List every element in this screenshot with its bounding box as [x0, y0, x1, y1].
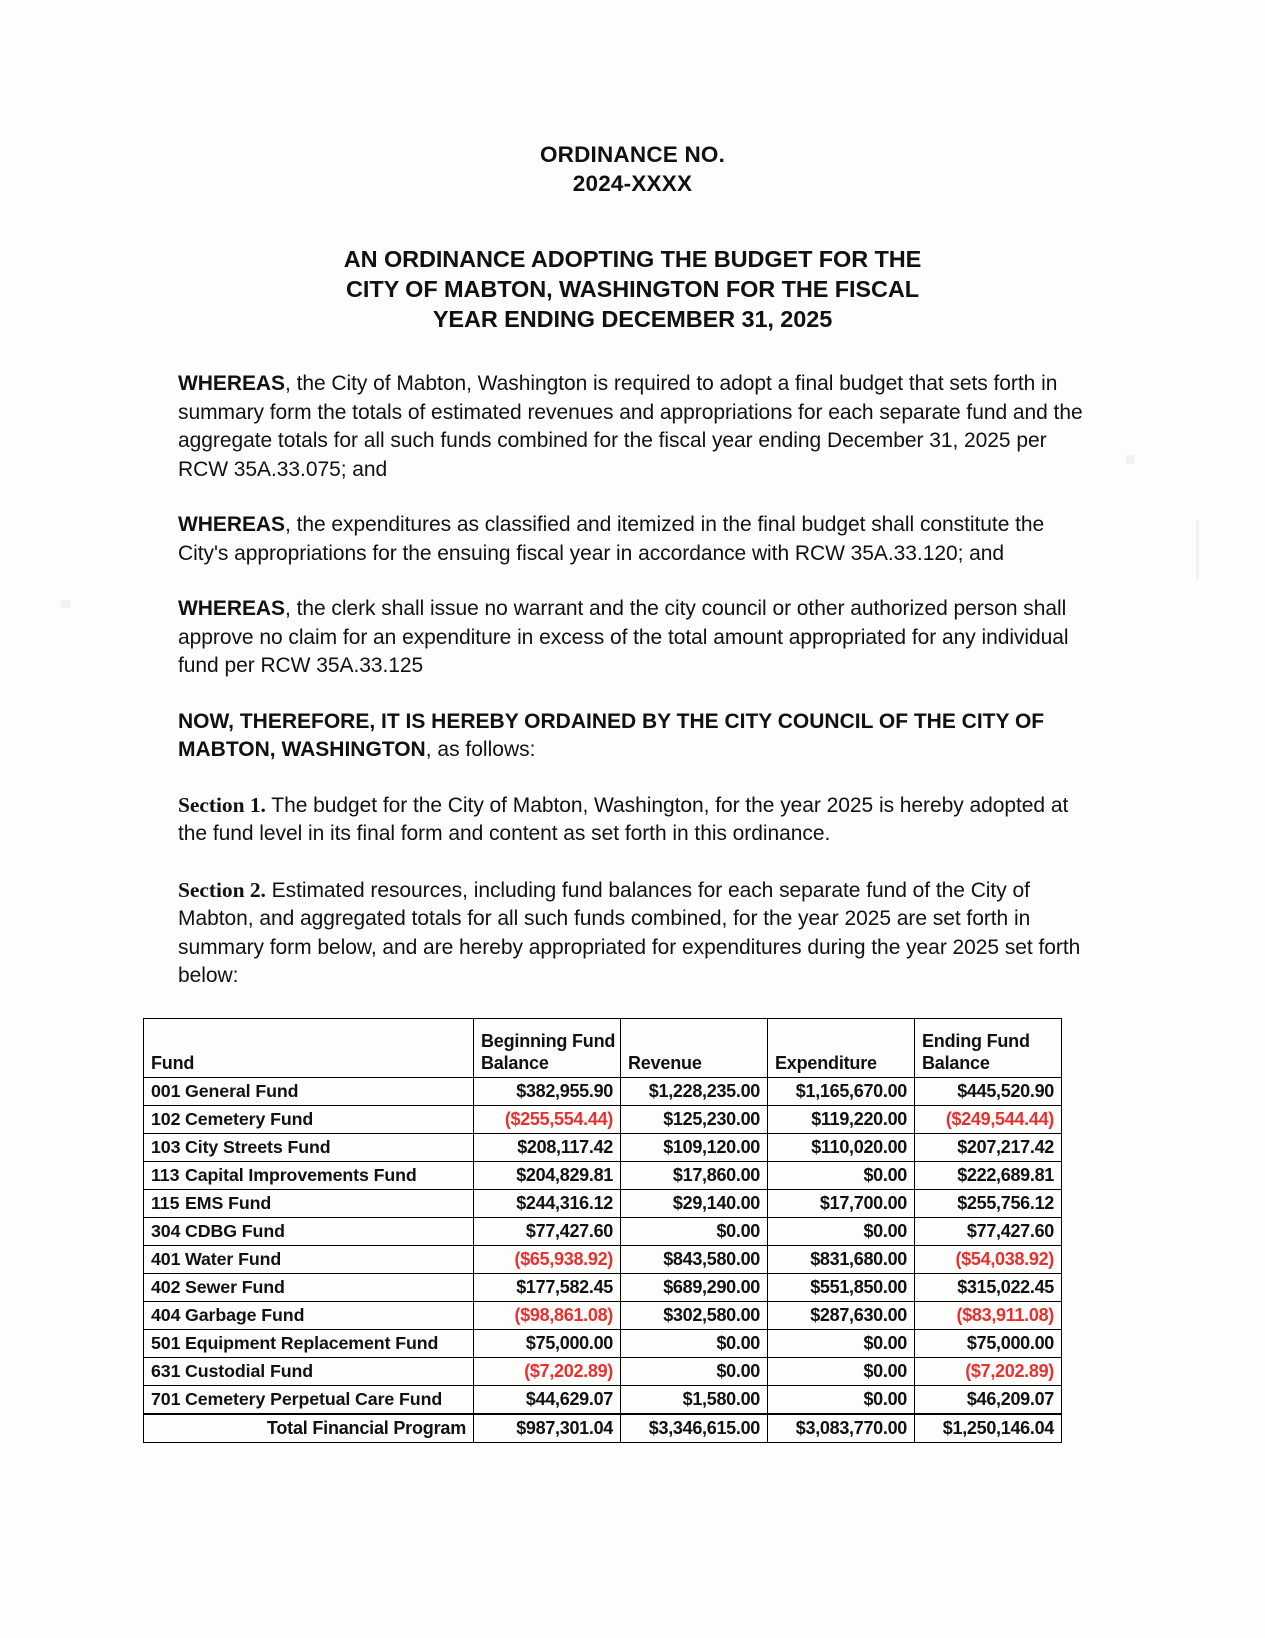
ending-balance-cell: ($7,202.89) [915, 1357, 1062, 1385]
column-header-revenue-bottom: Revenue [628, 1052, 702, 1073]
fund-name-cell [144, 1273, 474, 1301]
column-header-beginning-balance [474, 1018, 621, 1077]
fund-id: 501 [151, 1332, 181, 1353]
revenue-cell: $0.00 [621, 1357, 768, 1385]
expenditure-cell: $17,700.00 [768, 1189, 915, 1217]
beginning-balance-cell: $75,000.00 [474, 1329, 621, 1357]
expenditure-cell: $287,630.00 [768, 1301, 915, 1329]
ordinance-label: ORDINANCE NO. [539, 142, 726, 167]
recital-text-3: , the clerk shall issue no warrant and the city council or other authorized person shall approve no claim for an expenditure in excess of the total amount appropriated for any individual fund per RCW 35A.33.125 [178, 597, 1069, 677]
beginning-balance-cell: $244,316.12 [474, 1189, 621, 1217]
expenditure-cell: $119,220.00 [768, 1105, 915, 1133]
fund-name-cell [144, 1217, 474, 1245]
fund-label: Water Fund [185, 1248, 282, 1269]
table-row [144, 1077, 1062, 1105]
table-row [144, 1133, 1062, 1161]
fund-id: 404 [151, 1304, 181, 1325]
fund-name-cell [144, 1133, 474, 1161]
document-title-line-2: CITY OF MABTON, WASHINGTON FOR THE FISCAL [346, 276, 919, 302]
revenue-cell: $0.00 [621, 1217, 768, 1245]
enacting-clause-tail: , as follows: [425, 737, 536, 761]
document-title [0, 244, 1265, 334]
recital-lead-1: WHEREAS [178, 372, 285, 395]
expenditure-cell: $110,020.00 [768, 1133, 915, 1161]
fund-label: Equipment Replacement Fund [185, 1332, 439, 1353]
fund-id: 631 [151, 1360, 181, 1381]
recital-paragraph-3 [178, 595, 1085, 681]
table-row [144, 1189, 1062, 1217]
section-1-label: Section 1. [178, 792, 266, 817]
beginning-balance-cell: ($98,861.08) [474, 1301, 621, 1329]
column-header-beginning-top: Beginning Fund [481, 1030, 616, 1051]
ending-balance-cell: $207,217.42 [915, 1133, 1062, 1161]
table-row [144, 1105, 1062, 1133]
section-2-label: Section 2. [178, 877, 266, 902]
fund-label: CDBG Fund [185, 1220, 285, 1241]
beginning-balance-cell: $208,117.42 [474, 1133, 621, 1161]
budget-table [143, 1018, 1062, 1443]
column-header-ending-top: Ending Fund [922, 1030, 1030, 1051]
beginning-balance-cell: ($255,554.44) [474, 1105, 621, 1133]
fund-name-cell [144, 1077, 474, 1105]
fund-id: 402 [151, 1276, 181, 1297]
fund-name-cell [144, 1189, 474, 1217]
budget-table-foot [144, 1414, 1062, 1443]
beginning-balance-cell: ($7,202.89) [474, 1357, 621, 1385]
fund-label: Cemetery Perpetual Care Fund [185, 1388, 443, 1409]
column-header-fund [144, 1018, 474, 1077]
beginning-balance-cell: $77,427.60 [474, 1217, 621, 1245]
fund-name-cell [144, 1245, 474, 1273]
section-1-text: The budget for the City of Mabton, Washington, for the year 2025 is hereby adopted at the fund level in its final form and content as set forth in this ordinance. [178, 793, 1069, 845]
ending-balance-cell: $222,689.81 [915, 1161, 1062, 1189]
fund-name-cell [144, 1301, 474, 1329]
fund-id: 113 [151, 1164, 180, 1185]
fund-name-cell [144, 1161, 474, 1189]
scan-artifact [1196, 520, 1199, 580]
column-header-fund-bottom: Fund [151, 1052, 195, 1073]
fund-label: Custodial Fund [185, 1360, 313, 1381]
budget-total-label: Total Financial Program [144, 1414, 474, 1443]
scan-artifact [1126, 455, 1134, 464]
budget-table-head [144, 1018, 1062, 1077]
fund-id: 304 [151, 1220, 181, 1241]
column-header-revenue [621, 1018, 768, 1077]
recital-paragraph-1 [178, 370, 1085, 484]
budget-table-body [144, 1077, 1062, 1414]
ending-balance-cell: $255,756.12 [915, 1189, 1062, 1217]
budget-table-header-row [144, 1018, 1062, 1077]
budget-total-beginning: $987,301.04 [474, 1414, 621, 1443]
expenditure-cell: $0.00 [768, 1329, 915, 1357]
revenue-cell: $29,140.00 [621, 1189, 768, 1217]
ending-balance-cell: ($249,544.44) [915, 1105, 1062, 1133]
fund-name-cell [144, 1105, 474, 1133]
table-row [144, 1329, 1062, 1357]
table-row [144, 1301, 1062, 1329]
document-header [0, 0, 1265, 334]
fund-label: Sewer Fund [185, 1276, 285, 1297]
fund-label: City Streets Fund [185, 1136, 331, 1157]
revenue-cell: $109,120.00 [621, 1133, 768, 1161]
expenditure-cell: $0.00 [768, 1217, 915, 1245]
fund-id: 001 [151, 1080, 181, 1101]
enacting-clause [178, 708, 1085, 764]
budget-total-expenditure: $3,083,770.00 [768, 1414, 915, 1443]
beginning-balance-cell: $382,955.90 [474, 1077, 621, 1105]
table-row [144, 1217, 1062, 1245]
document-body [178, 370, 1085, 991]
column-header-ending-balance [915, 1018, 1062, 1077]
ending-balance-cell: ($54,038.92) [915, 1245, 1062, 1273]
fund-label: Garbage Fund [185, 1304, 305, 1325]
section-2-text: Estimated resources, including fund balances for each separate fund of the City of Mabton, and aggregated totals for all such funds combined, for the year 2025 are set forth in summary form below, and are hereby appropriated for expenditures during the year 2025 set forth below: [178, 878, 1081, 987]
scan-artifact [61, 600, 70, 608]
recital-lead-3: WHEREAS [178, 597, 285, 620]
expenditure-cell: $0.00 [768, 1385, 915, 1414]
table-row [144, 1245, 1062, 1273]
table-row [144, 1161, 1062, 1189]
budget-table-wrapper [143, 1018, 1061, 1443]
recital-paragraph-2 [178, 511, 1085, 568]
table-row [144, 1273, 1062, 1301]
revenue-cell: $125,230.00 [621, 1105, 768, 1133]
budget-total-ending: $1,250,146.04 [915, 1414, 1062, 1443]
expenditure-cell: $831,680.00 [768, 1245, 915, 1273]
ending-balance-cell: $46,209.07 [915, 1385, 1062, 1414]
recital-lead-2: WHEREAS [178, 513, 285, 536]
fund-label: EMS Fund [185, 1192, 272, 1213]
fund-label: General Fund [185, 1080, 299, 1101]
revenue-cell: $689,290.00 [621, 1273, 768, 1301]
beginning-balance-cell: $44,629.07 [474, 1385, 621, 1414]
expenditure-cell: $551,850.00 [768, 1273, 915, 1301]
document-title-line-1: AN ORDINANCE ADOPTING THE BUDGET FOR THE [343, 246, 922, 272]
revenue-cell: $843,580.00 [621, 1245, 768, 1273]
budget-total-revenue: $3,346,615.00 [621, 1414, 768, 1443]
ending-balance-cell: ($83,911.08) [915, 1301, 1062, 1329]
recital-text-1: , the City of Mabton, Washington is required to adopt a final budget that sets forth in summary form the totals of estimated revenues and appropriations for each separate fund and the aggregate totals for all such funds combined for the fiscal year ending December 31, 2025 per RCW 35A.33.075; and [178, 372, 1083, 481]
beginning-balance-cell: $177,582.45 [474, 1273, 621, 1301]
ending-balance-cell: $315,022.45 [915, 1273, 1062, 1301]
fund-id: 115 [151, 1192, 180, 1213]
table-row [144, 1385, 1062, 1414]
column-header-expenditure-bottom: Expenditure [775, 1052, 877, 1073]
budget-total-row [144, 1414, 1062, 1443]
beginning-balance-cell: $204,829.81 [474, 1161, 621, 1189]
fund-label: Capital Improvements Fund [185, 1164, 417, 1185]
ending-balance-cell: $77,427.60 [915, 1217, 1062, 1245]
column-header-beginning-bottom: Balance [481, 1052, 549, 1073]
document-title-line-3: YEAR ENDING DECEMBER 31, 2025 [432, 306, 833, 332]
revenue-cell: $302,580.00 [621, 1301, 768, 1329]
fund-label: Cemetery Fund [185, 1108, 314, 1129]
fund-name-cell [144, 1385, 474, 1414]
column-header-ending-bottom: Balance [922, 1052, 990, 1073]
revenue-cell: $17,860.00 [621, 1161, 768, 1189]
expenditure-cell: $0.00 [768, 1357, 915, 1385]
fund-id: 401 [151, 1248, 181, 1269]
ending-balance-cell: $75,000.00 [915, 1329, 1062, 1357]
expenditure-cell: $1,165,670.00 [768, 1077, 915, 1105]
fund-id: 701 [151, 1388, 181, 1409]
column-header-expenditure [768, 1018, 915, 1077]
section-2-paragraph [178, 876, 1085, 991]
recital-text-2: , the expenditures as classified and itemized in the final budget shall constitute the City's appropriations for the ensuing fiscal year in accordance with RCW 35A.33.120; and [178, 513, 1045, 565]
fund-id: 103 [151, 1136, 181, 1157]
fund-name-cell [144, 1329, 474, 1357]
ordinance-number: 2024-XXXX [572, 171, 693, 196]
enacting-clause-bold: NOW, THEREFORE, IT IS HEREBY ORDAINED BY THE CITY COUNCIL OF THE CITY OF MABTON, WASHINGTON [178, 709, 1045, 761]
fund-name-cell [144, 1357, 474, 1385]
fund-id: 102 [151, 1108, 181, 1129]
expenditure-cell: $0.00 [768, 1161, 915, 1189]
ending-balance-cell: $445,520.90 [915, 1077, 1062, 1105]
beginning-balance-cell: ($65,938.92) [474, 1245, 621, 1273]
revenue-cell: $0.00 [621, 1329, 768, 1357]
revenue-cell: $1,228,235.00 [621, 1077, 768, 1105]
section-1-paragraph [178, 791, 1085, 849]
table-row [144, 1357, 1062, 1385]
revenue-cell: $1,580.00 [621, 1385, 768, 1414]
